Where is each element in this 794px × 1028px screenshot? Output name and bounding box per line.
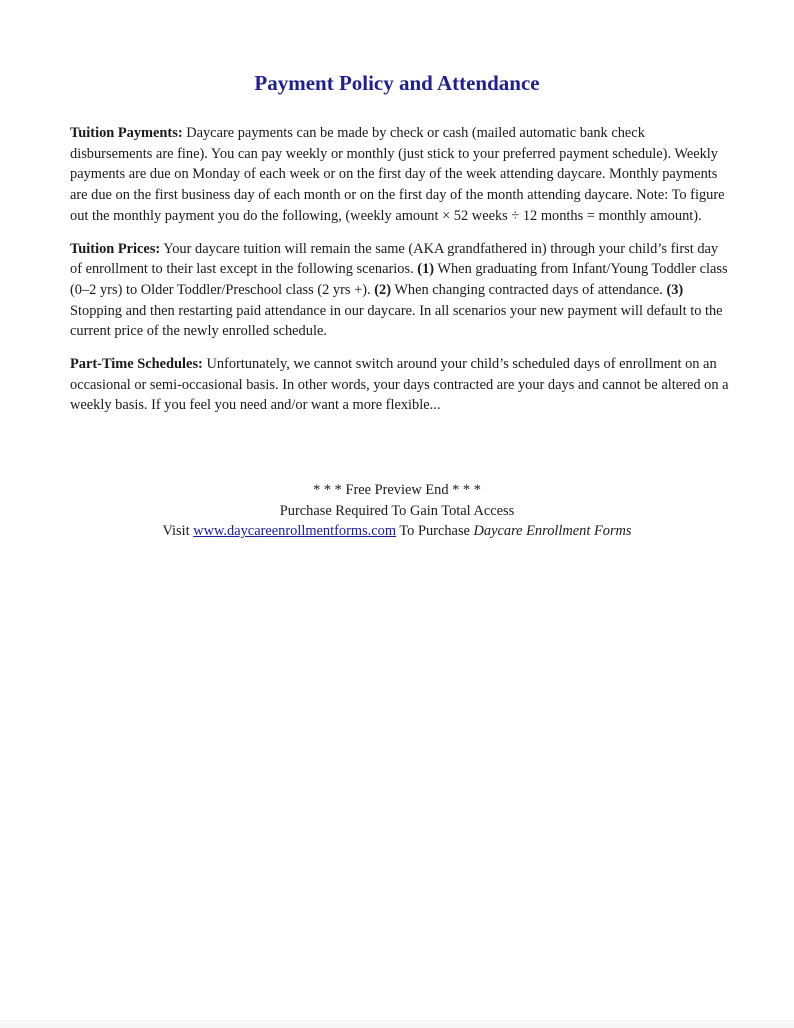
section-part-time-schedules [70, 354, 730, 416]
visit-prefix: Visit [162, 523, 194, 540]
section-heading-tuition-prices: Tuition Prices: [70, 240, 161, 257]
section-text-tuition-prices-4: Stopping and then restarting paid attendance in our daycare. In all scenarios your new payment will default to the current price of the newly enrolled schedule. [70, 302, 723, 340]
purchase-required-line: Purchase Required To Gain Total Access [279, 502, 515, 519]
visit-line [0, 521, 794, 542]
scenario-marker-3: (3) [666, 281, 684, 298]
document-body [70, 123, 730, 428]
section-text-tuition-payments: Daycare payments can be made by check or cash (mailed automatic bank check disbursements are fine). You can pay weekly or monthly (just stick to your preferred payment schedule). Weekly payments are due on Monday of each week or on the first day of the week attending daycare. Monthly payments are due on the first business day of each month or on the first day of the month attending daycare. Note: To figure out the monthly payment you do the following, (weekly amount × 52 weeks ÷ 12 months = monthly amount). [70, 125, 725, 224]
section-heading-tuition-payments: Tuition Payments: [70, 125, 183, 141]
section-text-tuition-prices-1: Your daycare tuition will remain the same (AKA grandfathered in) through your child’s first day of enrollment to their last except in the following scenarios. [70, 240, 719, 278]
section-text-tuition-prices-3: When changing contracted days of attendance. [390, 281, 667, 298]
section-text-tuition-prices-2: When graduating from Infant/Young Toddler class (0–2 yrs) to Older Toddler/Preschool class (2 yrs +). [70, 261, 728, 298]
product-name: Daycare Enrollment Forms [473, 523, 632, 540]
visit-middle: To Purchase [396, 523, 474, 540]
scenario-marker-1: (1) [417, 261, 435, 278]
website-link[interactable]: www.daycareenrollmentforms.com [193, 523, 397, 540]
section-heading-part-time-schedules: Part-Time Schedules: [70, 356, 203, 373]
section-tuition-payments [70, 123, 730, 227]
scenario-marker-2: (2) [374, 281, 391, 298]
section-text-part-time-schedules: Unfortunately, we cannot switch around your child’s scheduled days of enrollment on an occasional or semi-occasional basis. In other words, your days contracted are your days and cannot be altered on a weekly basis. If you feel you need and/or want a more flexible... [70, 356, 729, 414]
preview-notice [0, 480, 794, 542]
section-tuition-prices [70, 239, 730, 343]
preview-end-line: * * * Free Preview End * * * [313, 482, 481, 498]
page-bottom-band [0, 1020, 794, 1028]
page-title: Payment Policy and Attendance [254, 71, 540, 95]
